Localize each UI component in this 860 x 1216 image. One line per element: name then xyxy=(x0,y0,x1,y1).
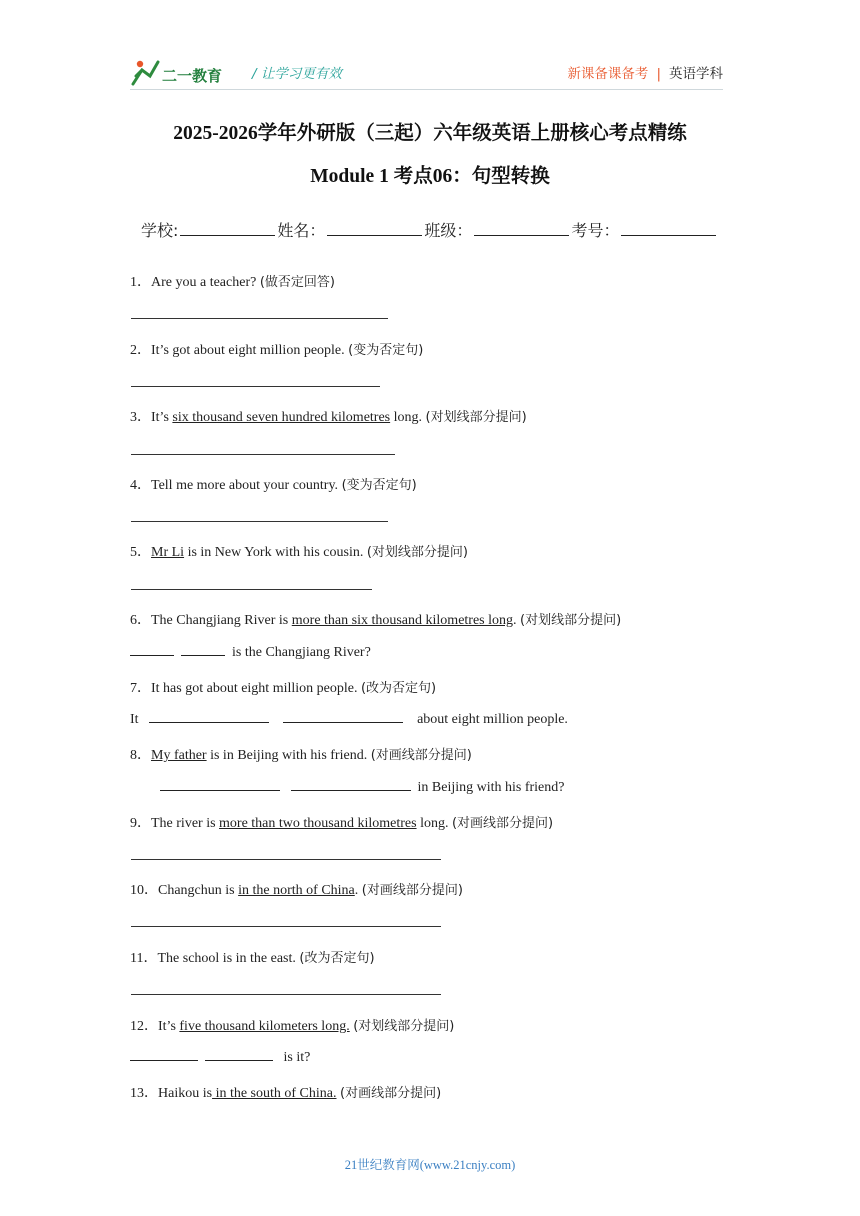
question-hint: (对画线部分提问) xyxy=(451,816,554,831)
question-text: is in New York with his cousin. xyxy=(184,545,367,560)
name-label: 姓名： xyxy=(277,221,326,240)
class-label: 班级： xyxy=(424,221,473,240)
answer-text: in Beijing with his friend? xyxy=(417,780,565,795)
question-12 xyxy=(130,1015,454,1035)
question-number: 9． xyxy=(130,816,151,831)
fill-blank[interactable] xyxy=(205,1048,273,1061)
page-footer[interactable]: 21世纪教育网(www.21cnjy.com) xyxy=(344,1158,516,1172)
question-hint: (改为否定句) xyxy=(360,681,437,696)
underlined-part: five thousand kilometers long. xyxy=(179,1019,350,1034)
question-hint: (对划线部分提问) xyxy=(520,613,622,628)
school-label: 学校: xyxy=(141,221,179,240)
question-hint: (变为否定句) xyxy=(348,343,424,358)
question-number: 11． xyxy=(130,951,158,966)
question-text: The Changjiang River is xyxy=(151,613,292,628)
question-9 xyxy=(130,812,553,832)
underlined-part: more than two thousand kilometres xyxy=(219,816,417,831)
question-hint: (变为否定句) xyxy=(341,478,417,493)
answer-row-7 xyxy=(130,710,568,728)
underlined-part: Mr Li xyxy=(151,545,185,560)
question-hint: (对划线部分提问) xyxy=(353,1019,455,1034)
underlined-part: in the south of China. xyxy=(212,1086,337,1101)
page-title: 2025-2026学年外研版（三起）六年级英语上册核心考点精练 xyxy=(173,123,687,144)
name-blank[interactable] xyxy=(327,221,422,236)
question-number: 1． xyxy=(130,275,151,290)
answer-text: about eight million people. xyxy=(417,712,568,727)
question-number: 12． xyxy=(130,1019,158,1034)
question-hint: (改为否定句) xyxy=(299,951,375,966)
fill-blank[interactable] xyxy=(283,710,403,723)
answer-line-9[interactable] xyxy=(131,859,441,860)
answer-text: It xyxy=(130,712,139,727)
question-hint: (对画线部分提问) xyxy=(340,1086,442,1101)
fill-blank[interactable] xyxy=(149,710,269,723)
logo-icon xyxy=(130,58,242,88)
exam-number-blank[interactable] xyxy=(621,221,716,236)
question-text: Changchun is xyxy=(158,883,239,898)
underlined-part: six thousand seven hundred kilometres xyxy=(172,410,391,425)
underlined-part: more than six thousand kilometres long xyxy=(291,613,514,628)
question-text: Tell me more about your country. xyxy=(151,478,342,493)
question-text: . xyxy=(513,613,521,628)
question-number: 8． xyxy=(130,748,151,763)
answer-text: is it? xyxy=(283,1050,311,1065)
question-11 xyxy=(130,947,375,967)
class-blank[interactable] xyxy=(474,221,569,236)
slogan: / 让学习更有效 xyxy=(252,66,342,82)
underlined-part: My father xyxy=(151,748,207,763)
answer-line-5[interactable] xyxy=(131,589,372,590)
answer-row-12 xyxy=(130,1048,310,1066)
question-3 xyxy=(130,406,527,426)
page-header xyxy=(130,56,723,90)
question-number: 10． xyxy=(130,883,158,898)
answer-row-8 xyxy=(160,778,564,796)
logo-text: 二一教育 xyxy=(162,67,223,85)
header-course-tag: 新课备课备考 xyxy=(567,66,649,82)
question-hint: (对画线部分提问) xyxy=(370,748,472,763)
question-text: is in Beijing with his friend. xyxy=(206,748,371,763)
question-text: Are you a teacher? xyxy=(151,275,260,290)
question-8 xyxy=(130,744,472,764)
fill-blank[interactable] xyxy=(291,778,411,791)
fill-blank[interactable] xyxy=(130,643,174,656)
question-number: 13． xyxy=(130,1086,158,1101)
question-number: 6． xyxy=(130,613,151,628)
question-number: 3． xyxy=(130,410,151,425)
fill-blank[interactable] xyxy=(160,778,280,791)
page-subtitle: Module 1 考点06：句型转换 xyxy=(310,166,550,187)
school-blank[interactable] xyxy=(180,221,275,236)
header-divider xyxy=(130,89,723,90)
underlined-part: in the north of China xyxy=(238,883,355,898)
question-text: Haikou is xyxy=(158,1086,213,1101)
question-text: The river is xyxy=(151,816,220,831)
header-right xyxy=(567,62,723,82)
answer-text: is the Changjiang River? xyxy=(232,645,371,660)
header-separator: | xyxy=(656,66,661,82)
question-number: 2． xyxy=(130,343,151,358)
question-text: It’s xyxy=(151,410,173,425)
answer-line-3[interactable] xyxy=(131,454,395,455)
answer-line-4[interactable] xyxy=(131,521,388,522)
question-hint: (对划线部分提问) xyxy=(425,410,527,425)
answer-line-11[interactable] xyxy=(131,994,441,995)
answer-row-6 xyxy=(130,643,371,661)
question-13 xyxy=(130,1082,441,1102)
question-text: The school is in the east. xyxy=(157,951,300,966)
answer-line-2[interactable] xyxy=(131,386,380,387)
question-5 xyxy=(130,541,468,561)
question-10 xyxy=(130,879,463,899)
question-4 xyxy=(130,474,417,494)
question-hint: (做否定回答) xyxy=(259,275,335,290)
question-text: . xyxy=(354,883,362,898)
fill-blank[interactable] xyxy=(130,1048,198,1061)
question-hint: (对画线部分提问) xyxy=(361,883,463,898)
question-7 xyxy=(130,677,436,697)
question-text: long. xyxy=(416,816,452,831)
question-number: 7． xyxy=(130,681,151,696)
question-hint: (对划线部分提问) xyxy=(366,545,469,560)
question-2 xyxy=(130,339,423,359)
header-subject: 英语学科 xyxy=(669,66,723,82)
question-text: It has got about eight million people. xyxy=(151,681,361,696)
question-number: 5． xyxy=(130,545,151,560)
question-text: It’s xyxy=(158,1019,180,1034)
question-number: 4． xyxy=(130,478,151,493)
fill-blank[interactable] xyxy=(181,643,225,656)
question-text: It’s got about eight million people. xyxy=(151,343,349,358)
exam-number-label: 考号： xyxy=(571,221,620,240)
question-text: long. xyxy=(390,410,426,425)
question-1 xyxy=(130,271,335,291)
student-info-row xyxy=(141,218,718,241)
answer-line-10[interactable] xyxy=(131,926,441,927)
answer-line-1[interactable] xyxy=(131,318,388,319)
question-6 xyxy=(130,609,621,629)
